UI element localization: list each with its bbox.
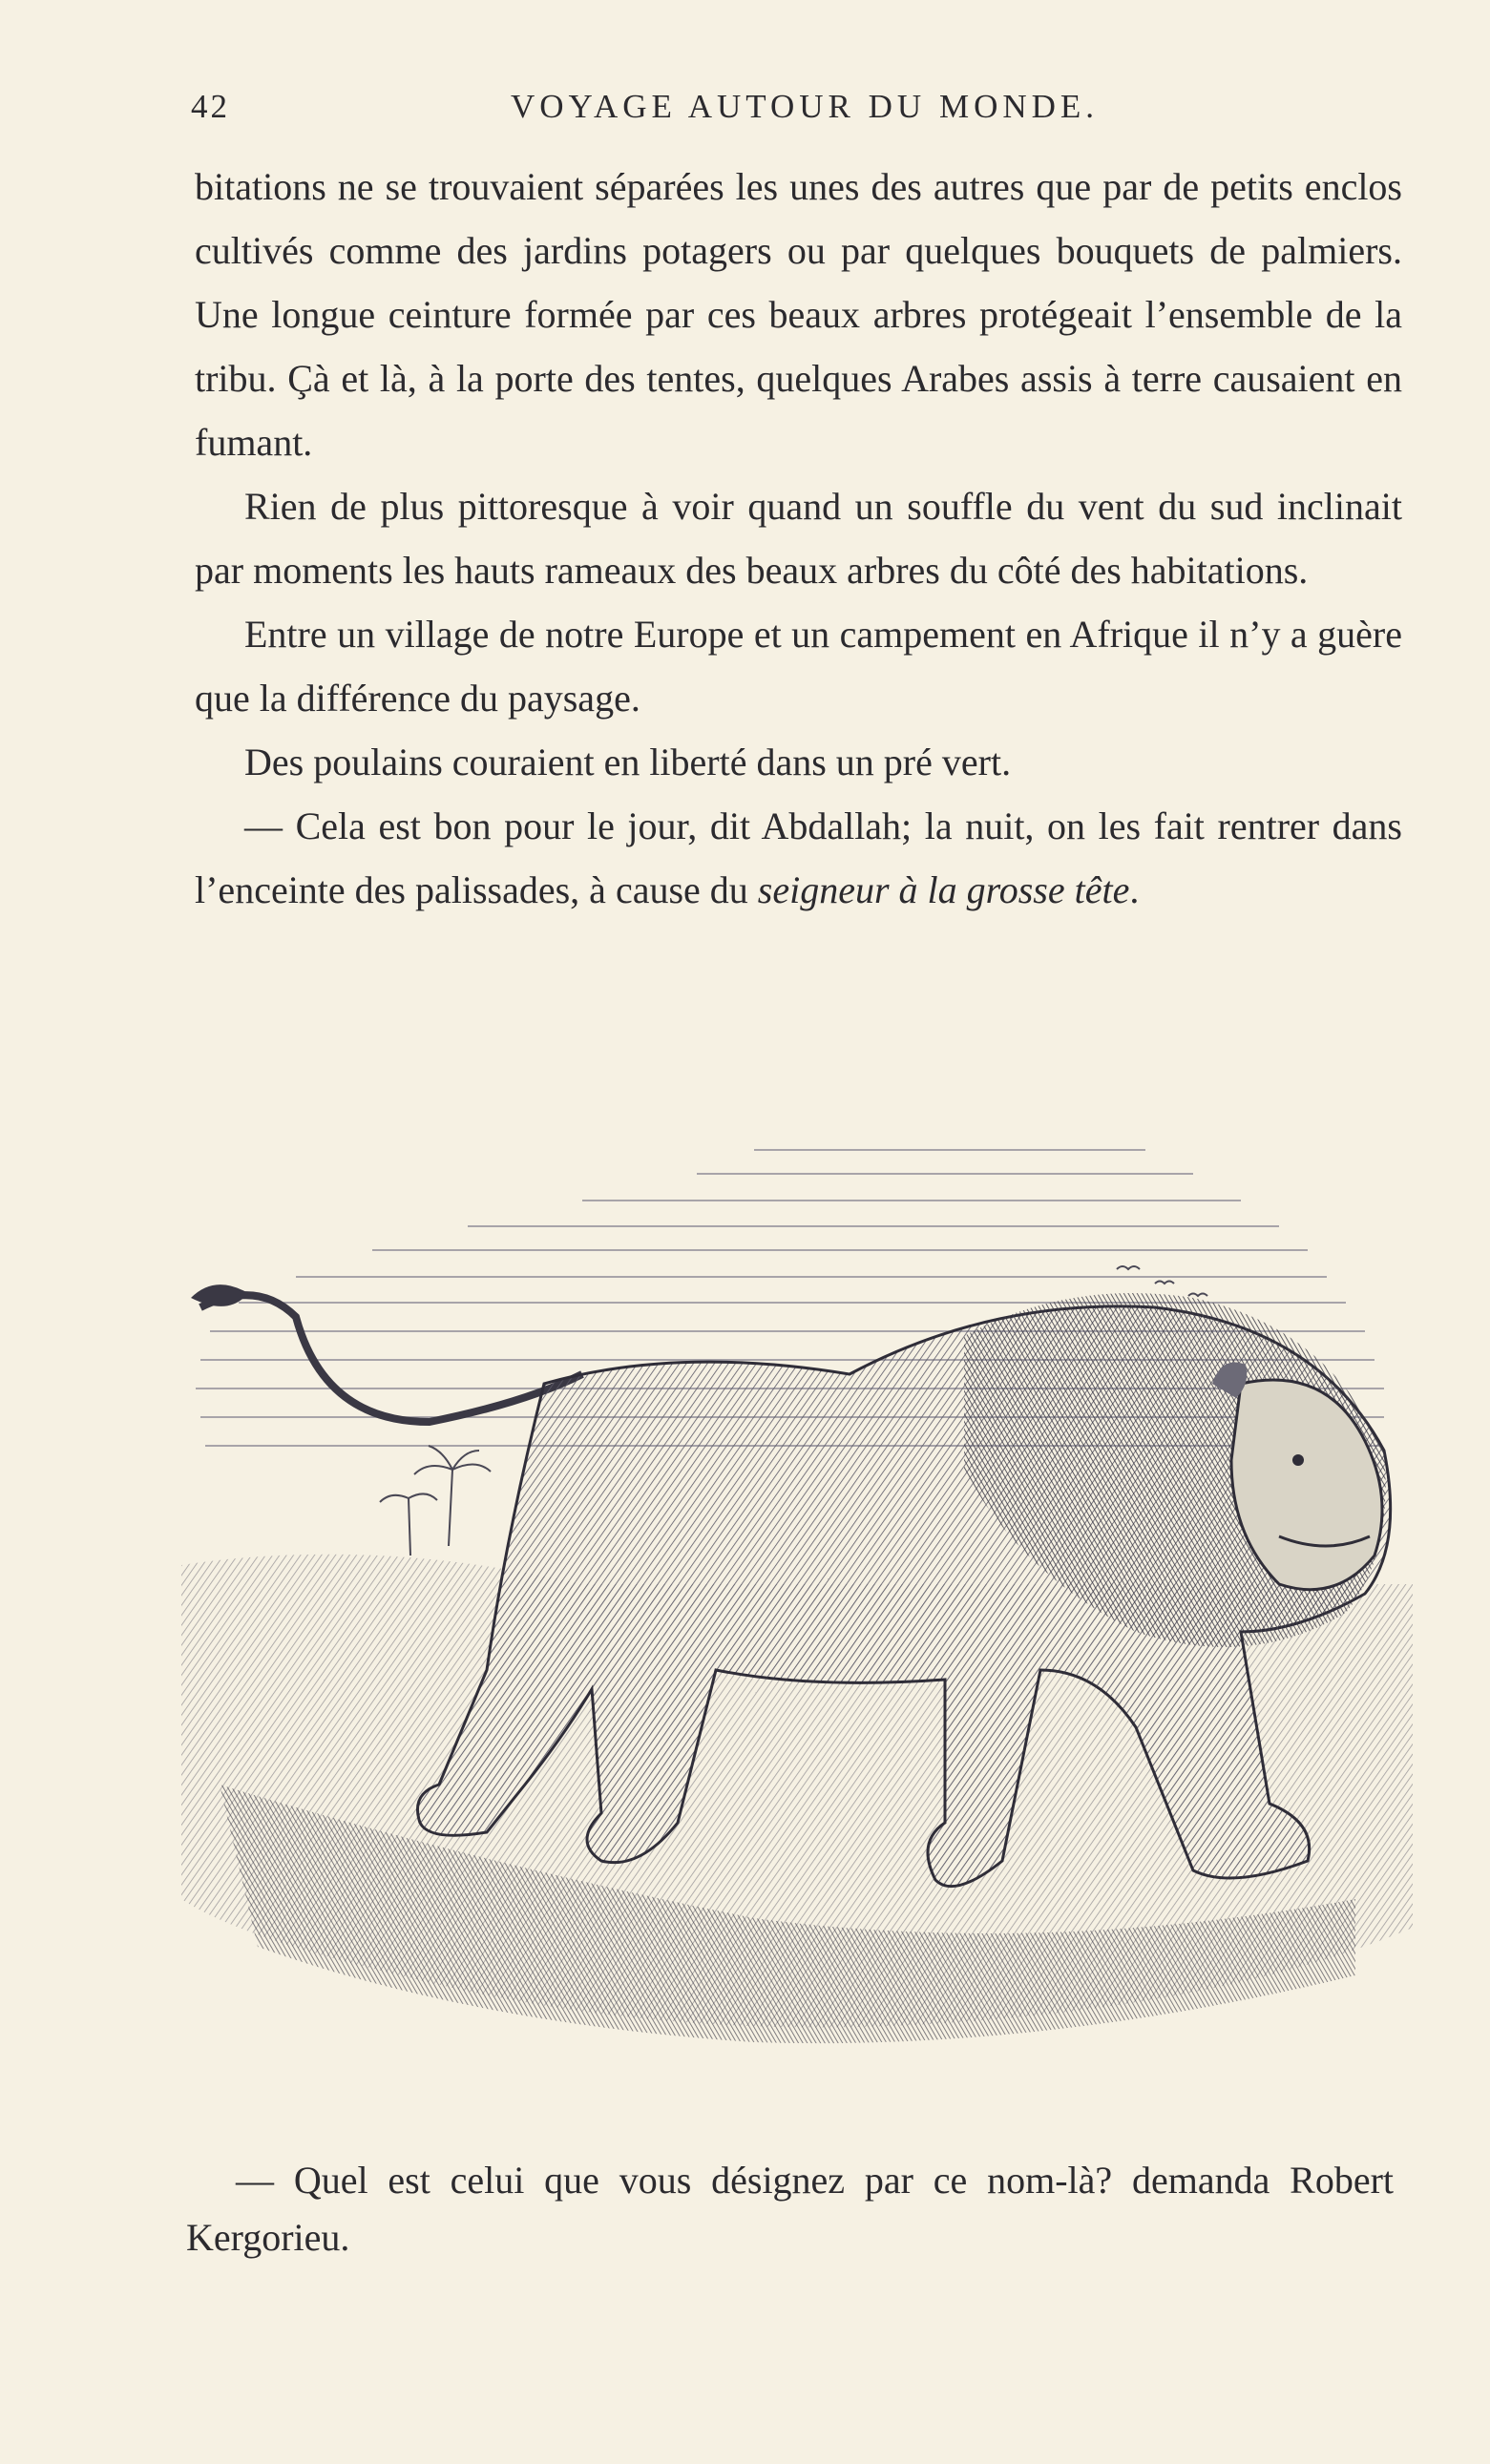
palm-trees [380,1446,491,1556]
body-text [195,155,1402,922]
paragraph-continued: bitations ne se trouvaient séparées les unes des autres que par de petits enclos cultivés comme des jardins potagers ou par quelques bouquets de palmiers. Une longue ceinture formée par ces beaux arbres protégeait l’ensemble de la tribu. Çà et là, à la porte des tentes, quelques Arabes assis à terre causaient en fumant. [195,165,1402,464]
lion-tail [200,1295,582,1422]
dialogue-end: . [1129,868,1140,911]
dialogue-paragraph: — Quel est celui que vous désignez par ce nom-là? demanda Robert Kergorieu. [186,2159,1394,2259]
running-title: VOYAGE AUTOUR DU MONDE. [511,88,1100,125]
paragraph: Des poulains couraient en liberté dans un pré vert. [244,741,1012,783]
italic-phrase: seigneur à la grosse tête [757,868,1130,911]
closing-text [186,2152,1394,2266]
dialogue-text: — Cela est bon pour le jour, dit Abdallah; la nuit, on les fait rentrer dans l’enceinte des palissades, à cause du [195,804,1402,911]
lion-eye [1292,1454,1304,1466]
dialogue-paragraph [195,794,1402,922]
page-number: 42 [191,88,230,125]
page-header [191,88,1403,136]
birds [1117,1266,1207,1296]
paragraph: Rien de plus pittoresque à voir quand un souffle du vent du sud inclinait par moments les hauts rameaux des beaux arbres du côté des habitations. [195,485,1402,592]
paragraph: Entre un village de notre Europe et un campement en Afrique il n’y a guère que la différence du paysage. [195,613,1402,720]
lion-engraving-icon [181,1136,1413,2080]
